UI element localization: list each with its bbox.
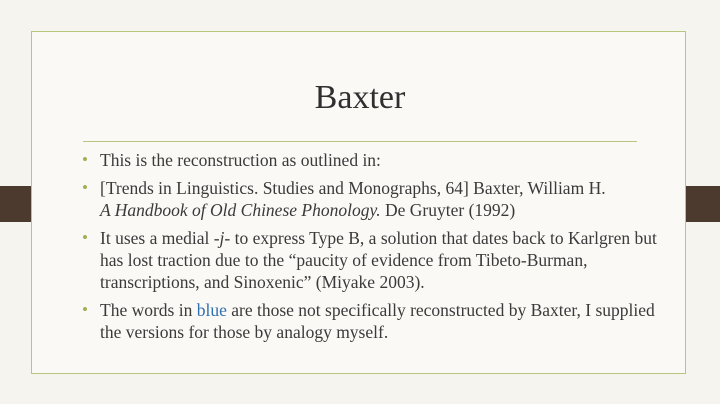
citation-text: [Trends in Linguistics. Studies and Monographs, 64] Baxter, William H.	[100, 178, 606, 198]
blue-word: blue	[196, 300, 227, 320]
bullet-item	[82, 177, 662, 221]
bullet-dot-icon: •	[82, 178, 88, 197]
bullet-list	[82, 149, 662, 349]
bullet-dot-icon: •	[82, 228, 88, 247]
bullet-item	[82, 227, 662, 293]
slide-title: Baxter	[314, 79, 406, 116]
title-divider	[83, 141, 637, 142]
bullet-item	[82, 149, 662, 171]
bullet-text-pre: The words in	[100, 300, 197, 320]
right-decorative-tab	[684, 186, 720, 222]
bullet-dot-icon: •	[82, 300, 88, 319]
bullet-text-post: are those not specifically reconstructed by Baxter, I supplied the versions for those by analogy myself.	[100, 300, 655, 342]
bullet-text: This is the reconstruction as outlined in:	[100, 150, 381, 170]
medial-term: -j-	[213, 228, 231, 248]
bullet-text-post: to express Type B, a solution that dates back to Karlgren but has lost traction due to the “paucity of evidence from Tibeto-Burman, transcriptions, and Sinoxenic” (Miyake 2003).	[100, 228, 657, 292]
publisher-text: De Gruyter (1992)	[380, 200, 516, 220]
book-title: A Handbook of Old Chinese Phonology.	[100, 200, 381, 220]
bullet-item	[82, 299, 662, 343]
bullet-text-pre: It uses a medial	[100, 228, 214, 248]
bullet-dot-icon: •	[82, 150, 88, 169]
